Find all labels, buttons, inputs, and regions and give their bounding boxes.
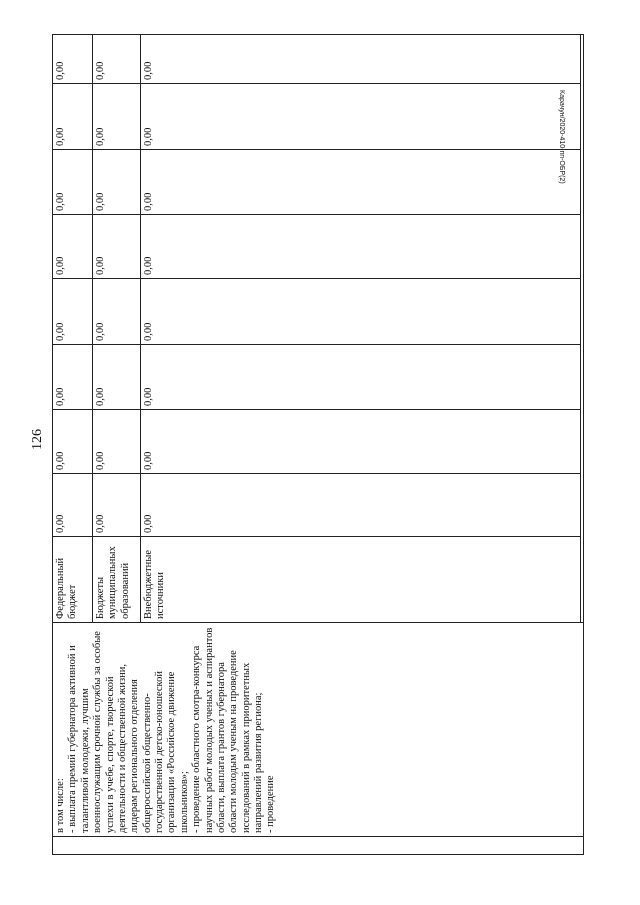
- source-cell: [141, 537, 581, 623]
- value-cell: 0,00: [53, 150, 93, 215]
- source-label: Внебюджетные источники: [143, 550, 167, 619]
- value-cell: 0,00: [53, 279, 93, 345]
- source-cell: [93, 537, 141, 623]
- value-cell: 0,00: [53, 84, 93, 150]
- value-cell: 0,00: [93, 474, 141, 537]
- source-label: Бюджеты муниципальных образований: [95, 546, 131, 619]
- value-cell: 0,00: [93, 35, 141, 84]
- table-row: [53, 35, 93, 855]
- value-cell: 0,00: [93, 410, 141, 474]
- empty-cell: [53, 837, 584, 855]
- value-cell: 0,00: [93, 215, 141, 279]
- description-text: в том числе: - выплата премий губернатора активной и талантливой молодежи, лучшим военнослужащим срочной службы за особые успехи в учебе, спорте, творческой деятельности и общественной жизни, лидерам регионального отделения общероссийской общественно-государственной детско-юношеской организации «Российское движение школьников»; - проведение областного смотра-конкурса научных работ молодых ученых и аспирантов области, выплата грантов губернатора области молодым ученым на проведение исследований в рамках приоритетных направлений развития региона; - проведение: [55, 627, 277, 833]
- budget-table: [52, 34, 584, 855]
- value-cell: 0,00: [93, 345, 141, 410]
- source-cell: [53, 537, 93, 623]
- value-cell: 0,00: [53, 35, 93, 84]
- footer-code: Карачун/2020-410-пп-ОБР(2): [558, 90, 565, 184]
- spacer-cell: [581, 35, 584, 623]
- source-label: Федеральный бюджет: [55, 557, 79, 619]
- value-cell: 0,00: [141, 215, 581, 279]
- value-cell: 0,00: [53, 215, 93, 279]
- measure-description: [53, 623, 584, 837]
- value-cell: 0,00: [93, 150, 141, 215]
- value-cell: 0,00: [141, 279, 581, 345]
- value-cell: 0,00: [141, 150, 581, 215]
- value-cell: 0,00: [141, 410, 581, 474]
- value-cell: 0,00: [53, 410, 93, 474]
- value-cell: 0,00: [141, 84, 581, 150]
- value-cell: 0,00: [141, 474, 581, 537]
- page-number: 126: [30, 429, 45, 450]
- rotated-table-area: [30, 35, 583, 855]
- value-cell: 0,00: [141, 345, 581, 410]
- value-cell: 0,00: [93, 84, 141, 150]
- value-cell: 0,00: [53, 345, 93, 410]
- value-cell: 0,00: [53, 474, 93, 537]
- value-cell: 0,00: [141, 35, 581, 84]
- value-cell: 0,00: [93, 279, 141, 345]
